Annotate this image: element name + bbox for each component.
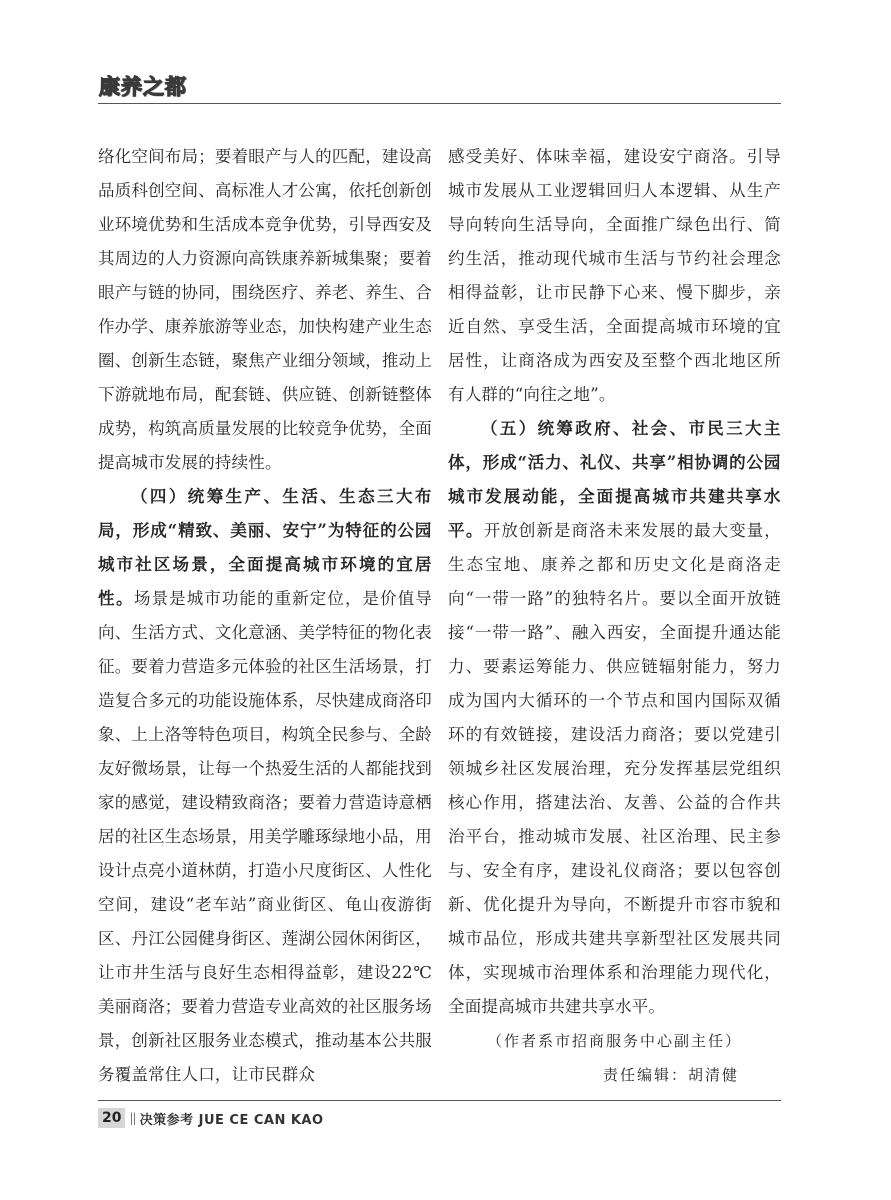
publication-name: 决策参考 JUE CE CAN KAO (139, 1112, 324, 1128)
section-body-4: 场景是城市功能的重新定位，是价值导向、生活方式、文化意涵、美学特征的物化表征。要着力营造多元体验的社区生活场景，打造复合多元的功能设施体系，尽快建成商洛印象、上上洛等特色项目，构筑全民参与、全龄友好微场景，让每一个热爱生活的人都能找到家的感觉，建设精致商洛；要着力营造诗意栖居的社区生态场景，用美学雕琢绿地小品，用设计点亮小道林荫，打造小尺度街区、人性化空间，建设“老车站”商业街区、龟山夜游街区、丹江公园健身街区、莲湖公园休闲街区，让市井生活与良好生态相得益彰，建设22℃美丽商洛；要着力营造专业高效的社区服务场景，创新社区服务业态模式，推动基本公共服务覆盖常住人口，让市民群众 (98, 589, 432, 1084)
right-column (448, 140, 781, 1092)
footer-divider (98, 1100, 781, 1101)
editor-credit: 责任编辑：胡清健 (602, 1066, 739, 1084)
section-body-5: 开放创新是商洛未来发展的最大变量，生态宝地、康养之都和历史文化是商洛走向“一带一路”的独特名片。要以全面开放链接“一带一路”、融入西安，全面提升通达能力、要素运筹能力、供应链辐射能力，努力成为国内大循环的一个节点和国内国际双循环的有效链接，建设活力商洛；要以党建引领城乡社区发展治理，充分发挥基层党组织核心作用，搭建法治、友善、公益的合作共治平台，推动城市发展、社区治理、民主参与、安全有序，建设礼仪商洛；要以包容创新、优化提升为导向，不断提升市容市貌和城市品位，形成共建共享新型社区发展共同体，实现城市治理体系和治理能力现代化，全面提高城市共建共享水平。 (448, 521, 781, 1016)
footer-separator-icon: || (129, 1111, 136, 1125)
header-divider (98, 103, 781, 104)
section-heading-5: （五）统筹政府、社会、市民三大主体，形成“活力、礼仪、共享”相协调的公园城市发展动能，全面提高城市共建共享水平。 (448, 419, 781, 540)
section-paragraph-4 (98, 480, 432, 1092)
section-heading-4: （四）统筹生产、生活、生态三大布局，形成“精致、美丽、安宁”为特征的公园城市社区场景，全面提高城市环境的宜居性。 (98, 487, 432, 608)
section-title: 康养之都 (99, 75, 187, 99)
page-number: 20 (98, 1108, 125, 1128)
section-logo (99, 72, 199, 102)
section-paragraph-5 (448, 412, 781, 1024)
left-column (98, 140, 432, 1092)
paragraph-continued: 络化空间布局；要着眼产与人的匹配，建设高品质科创空间、高标准人才公寓，依托创新创业环境优势和生活成本竞争优势，引导西安及其周边的人力资源向高铁康养新城集聚；要着眼产与链的协同，围绕医疗、养老、养生、合作办学、康养旅游等业态，加快构建产业生态圈、创新生态链，聚焦产业细分领域，推动上下游就地布局，配套链、供应链、创新链整体成势，构筑高质量发展的比较竞争优势，全面提高城市发展的持续性。 (98, 147, 432, 472)
paragraph-continued-right: 感受美好、体味幸福，建设安宁商洛。引导城市发展从工业逻辑回归人本逻辑、从生产导向转向生活导向，全面推广绿色出行、简约生活，推动现代城市生活与节约社会理念相得益彰，让市民静下心来、慢下脚步，亲近自然、享受生活，全面提高城市环境的宜居性，让商洛成为西安及至整个西北地区所有人群的“向往之地”。 (448, 147, 781, 404)
page-footer (98, 1107, 324, 1129)
author-byline: （作者系市招商服务中心副主任） (486, 1032, 742, 1050)
